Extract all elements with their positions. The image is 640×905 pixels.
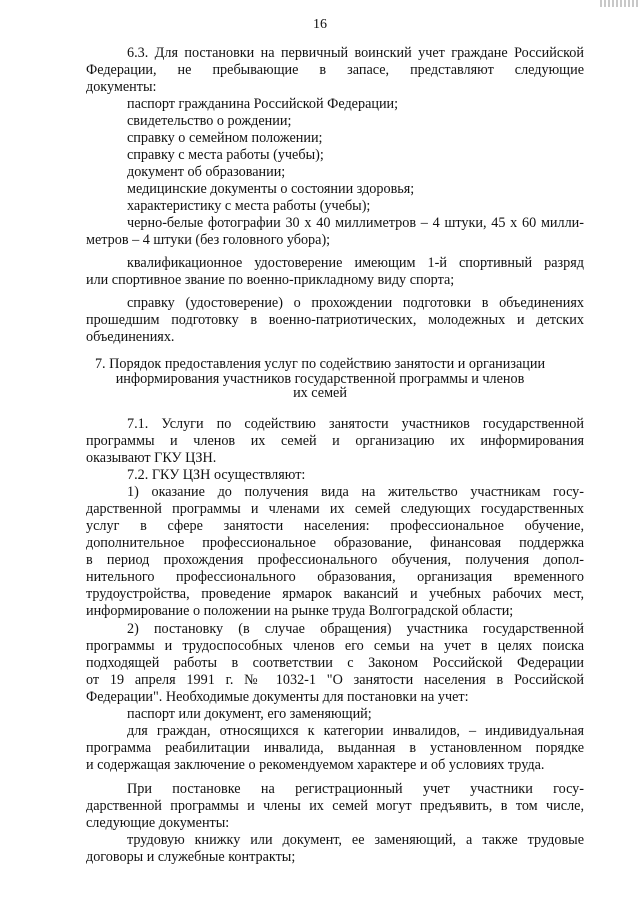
paragraph-line: от 19 апреля 1991 г. № 1032-1 "О занятости населения в Российской	[86, 672, 584, 688]
paragraph-line: 7.2. ГКУ ЦЗН осуществляют:	[127, 467, 306, 483]
paragraph-line: следующие документы:	[86, 815, 230, 831]
list-item: свидетельство о рождении;	[127, 113, 292, 129]
paragraph-line: дарственной программы и членами их семей следующих государственных	[86, 501, 584, 517]
list-item-continuation: или спортивное звание по военно-прикладному виду спорта;	[86, 272, 455, 288]
paragraph-line: нительного профессионального образования, организация временного	[86, 569, 584, 585]
list-item: черно-белые фотографии 30 х 40 миллиметров – 4 штуки, 45 х 60 милли-	[127, 215, 584, 231]
scan-artifact	[600, 0, 640, 7]
list-item: справку о семейном положении;	[127, 130, 323, 146]
list-item: характеристику с места работы (учебы);	[127, 198, 371, 214]
list-item: для граждан, относящихся к категории инвалидов, – индивидуальная	[127, 723, 584, 739]
list-item: квалификационное удостоверение имеющим 1-й спортивный разряд	[127, 255, 584, 271]
list-item-continuation: объединениях.	[86, 329, 175, 345]
list-item-continuation: договоры и служебные контракты;	[86, 849, 296, 865]
page-number: 16	[313, 17, 327, 32]
heading-line: их семей	[293, 385, 347, 401]
paragraph-line: 1) оказание до получения вида на жительство участникам госу-	[127, 484, 584, 500]
paragraph-line: подходящей работы в соответствии с Законом Российской Федерации	[86, 655, 584, 671]
list-item: справку (удостоверение) о прохождении подготовки в объединениях	[127, 295, 584, 311]
paragraph-line: дополнительное профессиональное образование, финансовая поддержка	[86, 535, 584, 551]
list-item: паспорт гражданина Российской Федерации;	[127, 96, 399, 112]
list-item: трудовую книжку или документ, ее заменяющий, а также трудовые	[127, 832, 584, 848]
paragraph-line: оказывают ГКУ ЦЗН.	[86, 450, 217, 466]
list-item: паспорт или документ, его заменяющий;	[127, 706, 372, 722]
paragraph-line: услуг в сфере занятости населения: профессиональное обучение,	[86, 518, 584, 534]
paragraph-line: 7.1. Услуги по содействию занятости участников государственной	[127, 416, 584, 432]
paragraph-line: программы и трудоспособных членов его семьи на учет в целях поиска	[86, 638, 584, 654]
paragraph-line: программы и членов их семей и организацию их информирования	[86, 433, 584, 449]
list-item: справку с места работы (учебы);	[127, 147, 324, 163]
list-item-continuation: метров – 4 штуки (без головного убора);	[86, 232, 331, 248]
paragraph-line: трудоустройства, проведение ярмарок вакансий и учебных рабочих мест,	[86, 586, 584, 602]
paragraph-line: 2) постановку (в случае обращения) участника государственной	[127, 621, 584, 637]
heading-line: информирования участников государственной программы и членов	[115, 371, 525, 387]
paragraph-line: дарственной программы и члены их семей могут предъявить, в том числе,	[86, 798, 584, 814]
list-item: медицинские документы о состоянии здоровья;	[127, 181, 415, 197]
paragraph-line: в период прохождения профессионального обучения, получения допол-	[86, 552, 584, 568]
paragraph-line: информирование о положении на рынке труда Волгоградской области;	[86, 603, 514, 619]
paragraph-line: При постановке на регистрационный учет участники госу-	[127, 781, 584, 797]
list-item-continuation: и содержащая заключение о рекомендуемом характере и об условиях труда.	[86, 757, 545, 773]
heading-line: 7. Порядок предоставления услуг по содействию занятости и организации	[94, 356, 546, 372]
list-item: документ об образовании;	[127, 164, 286, 180]
list-item-continuation: прошедшим подготовку в военно-патриотических, молодежных и детских	[86, 312, 584, 328]
paragraph-line: документы:	[86, 79, 157, 95]
paragraph-line: Федерации". Необходимые документы для постановки на учет:	[86, 689, 469, 705]
list-item-continuation: программа реабилитации инвалида, выданная в установленном порядке	[86, 740, 584, 756]
paragraph-line: Федерации, не пребывающие в запасе, представляют следующие	[86, 62, 584, 78]
paragraph-line: 6.3. Для постановки на первичный воинский учет граждане Российской	[127, 45, 584, 61]
